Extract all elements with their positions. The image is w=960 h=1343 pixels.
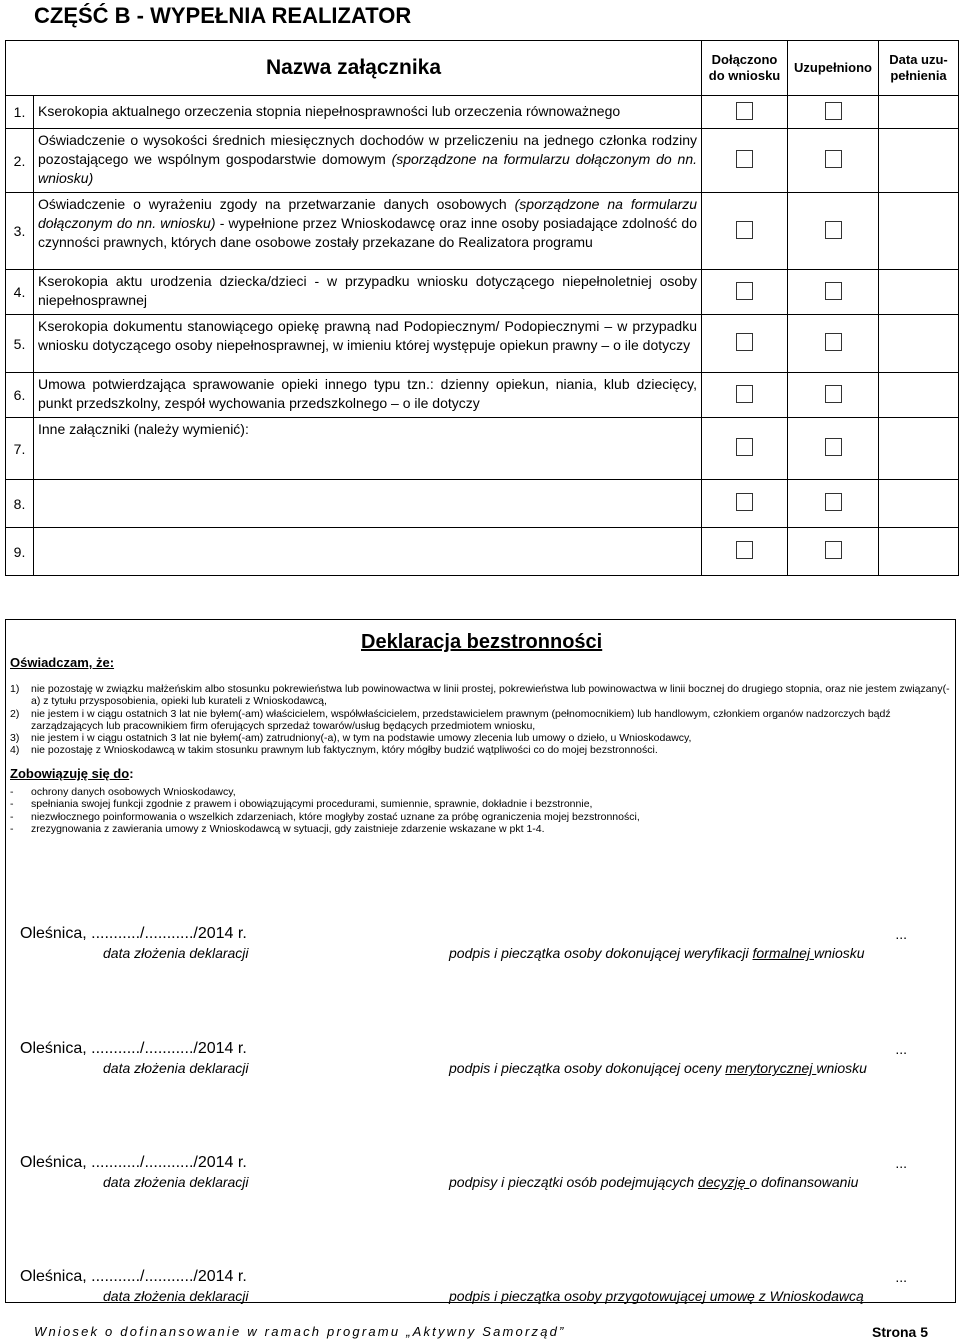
table-row — [6, 96, 959, 129]
declaration-item — [10, 708, 950, 733]
declaration-item — [10, 732, 950, 744]
obligation-item-label: - — [10, 810, 14, 823]
signature-dots: ... — [895, 1041, 907, 1057]
header-attached-line2: do wniosku — [708, 68, 781, 83]
completed-checkbox-cell — [788, 96, 879, 129]
obligations-title — [10, 766, 134, 781]
signature-caption-end: wniosku — [816, 1060, 867, 1076]
row-number: 2. — [6, 129, 34, 193]
declaration-item-label: 4) — [10, 744, 20, 757]
table-row — [6, 528, 959, 576]
completed-checkbox-cell — [788, 270, 879, 315]
signature-line[interactable] — [449, 1269, 907, 1285]
completion-date-cell[interactable] — [879, 480, 959, 528]
row-number: 6. — [6, 373, 34, 418]
obligation-item-text: spełniania swojej funkcji zgodnie z prawem i obowiązującymi procedurami, sumiennie, sprawnie, dokładnie i bezstronnie, — [31, 798, 593, 811]
date-caption: data złożenia deklaracji — [103, 1288, 249, 1304]
signature-caption — [449, 1060, 867, 1076]
header-date-line1: Data uzu- — [889, 52, 948, 67]
completed-checkbox-cell — [788, 193, 879, 270]
header-attached — [702, 41, 788, 96]
completed-checkbox-cell — [788, 418, 879, 480]
date-caption: data złożenia deklaracji — [103, 1174, 249, 1190]
row-text: Oświadczenie o wyrażeniu zgody na przetwarzanie danych osobowych — [38, 196, 515, 212]
attached-checkbox-cell — [702, 129, 788, 193]
row-description — [34, 480, 702, 528]
row-description — [34, 270, 702, 315]
declaration-item-text: nie pozostaję w związku małżeńskim albo stosunku pokrewieństwa lub powinowactwa w linii prostej, pokrewieństwa lub powinowactwa w linii bocznej do drugiego stopnia, oraz nie jestem związany(-a) z tytułu przysposobienia, opieki lub kurateli z Wnioskodawcą, — [31, 683, 950, 708]
completion-date-cell[interactable] — [879, 528, 959, 576]
declaration-item — [10, 744, 950, 756]
attached-checkbox[interactable] — [736, 541, 753, 559]
attached-checkbox[interactable] — [736, 102, 753, 120]
row-description — [34, 96, 702, 129]
attached-checkbox-cell — [702, 480, 788, 528]
obligation-item — [10, 786, 950, 798]
completed-checkbox[interactable] — [825, 493, 842, 511]
row-number: 1. — [6, 96, 34, 129]
row-text-italic: (sporządzone na formularzu dołączonym do nn. wniosku) — [38, 151, 697, 186]
place-date-line[interactable]: Oleśnica, .........../.........../2014 r. — [20, 1268, 247, 1285]
signature-caption-text: podpis i pieczątka osoby dokonującej oceny — [449, 1060, 726, 1076]
completed-checkbox[interactable] — [825, 221, 842, 239]
table-row — [6, 315, 959, 373]
declaration-item-label: 1) — [10, 683, 20, 695]
attached-checkbox-cell — [702, 315, 788, 373]
declaration-item — [10, 683, 950, 708]
row-number: 9. — [6, 528, 34, 576]
obligations-title-underlined: Zobowiązuję się do — [10, 766, 130, 781]
row-text: Inne załączniki (należy wymienić): — [38, 421, 249, 437]
table-row — [6, 193, 959, 270]
place-date-line[interactable]: Oleśnica, .........../.........../2014 r. — [20, 1154, 247, 1171]
row-text: Oświadczenie o wysokości średnich miesięcznych dochodów w przeliczeniu na jednego członka rodziny pozostającego we wspólnym gospodarstwie domowym — [38, 132, 697, 167]
attached-checkbox[interactable] — [736, 150, 753, 168]
header-name: Nazwa załącznika — [6, 41, 702, 96]
completion-date-cell[interactable] — [879, 96, 959, 129]
signature-dots: ... — [895, 1155, 907, 1171]
completed-checkbox-cell — [788, 528, 879, 576]
date-caption: data złożenia deklaracji — [103, 945, 249, 961]
header-attached-line1: Dołączono — [711, 52, 778, 67]
part-title: CZĘŚĆ B - WYPEŁNIA REALIZATOR — [34, 3, 412, 28]
obligation-item — [10, 823, 950, 835]
signature-caption-end: wniosku — [813, 945, 865, 961]
completed-checkbox[interactable] — [825, 333, 842, 351]
row-text: Kserokopia aktualnego orzeczenia stopnia niepełnosprawności lub orzeczenia równoważnego — [38, 102, 621, 119]
signature-line[interactable] — [449, 1041, 907, 1057]
row-number: 5. — [6, 315, 34, 373]
declaration-item-text: nie jestem i w ciągu ostatnich 3 lat nie byłem(-am) zatrudniony(-a), w tym na podstawie umowy zlecenia lub umowy o dzieło, u Wnioskodawcy, — [31, 732, 692, 745]
obligations-title-colon: : — [129, 766, 134, 781]
completed-checkbox-cell — [788, 373, 879, 418]
completed-checkbox[interactable] — [825, 102, 842, 120]
attached-checkbox[interactable] — [736, 385, 753, 403]
obligation-item — [10, 798, 950, 810]
row-description — [34, 129, 702, 193]
obligation-item-text: ochrony danych osobowych Wnioskodawcy, — [31, 786, 236, 798]
attached-checkbox-cell — [702, 373, 788, 418]
signature-caption-underlined: decyzję — [698, 1174, 750, 1190]
attachments-table — [5, 40, 959, 576]
place-date-line[interactable]: Oleśnica, .........../.........../2014 r. — [20, 1040, 247, 1057]
row-description — [34, 418, 702, 480]
attached-checkbox[interactable] — [736, 333, 753, 351]
declaration-item-text: nie jestem i w ciągu ostatnich 3 lat nie byłem(-am) właścicielem, współwłaścicielem, przedstawicielem prawnym (pełnomocnikiem) lub handlowym, członkiem organów nadzorczych bądź zarządzających lub pracownikiem firm oferujących sprzedaż towarów/usług będących przedmiotem wniosku, — [31, 707, 891, 732]
completion-date-cell[interactable] — [879, 129, 959, 193]
completion-date-cell[interactable] — [879, 418, 959, 480]
table-row — [6, 270, 959, 315]
signature-caption-end: z Wnioskodawcą — [758, 1288, 864, 1304]
header-date — [879, 41, 959, 96]
obligation-item-text: niezwłocznego poinformowania o wszelkich zdarzeniach, które mogłyby zostać uznane za próbę ograniczenia mojej bezstronności, — [31, 810, 640, 823]
signature-caption — [449, 1174, 858, 1190]
footer-program: Wniosek o dofinansowanie w ramach programu „Aktywny Samorząd” — [34, 1324, 566, 1339]
signature-line[interactable] — [449, 926, 907, 942]
attached-checkbox-cell — [702, 96, 788, 129]
row-number: 7. — [6, 418, 34, 480]
attached-checkbox-cell — [702, 418, 788, 480]
completed-checkbox[interactable] — [825, 438, 842, 456]
table-row — [6, 373, 959, 418]
declaration-i-declare: Oświadczam, że: — [10, 655, 115, 670]
signature-line[interactable] — [449, 1155, 907, 1171]
table-header-row — [6, 41, 959, 96]
row-text: Kserokopia aktu urodzenia dziecka/dzieci - w przypadku wniosku dotyczącego niepełnoletniej osoby niepełnosprawnej — [38, 273, 697, 308]
row-description — [34, 193, 702, 270]
signature-caption-text: podpis i pieczątka osoby przygotowującej — [449, 1288, 710, 1304]
signature-caption-underlined: umowę — [709, 1288, 759, 1304]
row-number: 4. — [6, 270, 34, 315]
obligation-item-label: - — [10, 822, 14, 835]
signature-caption — [449, 945, 865, 961]
completed-checkbox[interactable] — [825, 150, 842, 168]
header-date-line2: pełnienia — [890, 68, 947, 83]
completion-date-cell[interactable] — [879, 193, 959, 270]
row-description — [34, 528, 702, 576]
row-text-rest: - wypełnione przez Wnioskodawcę oraz inne osoby posiadające zdolność do czynności prawnych, których dane osobowe zostały przekazane do Realizatora programu — [38, 215, 697, 250]
completed-checkbox-cell — [788, 480, 879, 528]
row-description — [34, 373, 702, 418]
table-row — [6, 129, 959, 193]
declaration-items — [10, 683, 950, 757]
obligation-item-text: zrezygnowania z zawierania umowy z Wnioskodawcą w sytuacji, gdy zaistnieje zdarzenie wskazane w pkt 1-4. — [31, 822, 545, 835]
attached-checkbox-cell — [702, 193, 788, 270]
signature-caption — [449, 1288, 864, 1304]
signature-dots: ... — [895, 926, 907, 942]
completion-date-cell[interactable] — [879, 315, 959, 373]
row-number: 3. — [6, 193, 34, 270]
obligations-items — [10, 786, 950, 835]
declaration-item-label: 3) — [10, 732, 20, 745]
declaration-item-label: 2) — [10, 707, 20, 720]
table-row — [6, 418, 959, 480]
declaration-title: Deklaracja bezstronności — [361, 631, 603, 653]
row-text: Umowa potwierdzająca sprawowanie opieki innego typu tzn.: dzienny opiekun, niania, klub dziecięcy, punkt przedszkolny, zespół wychowania przedszkolnego – o ile dotyczy — [38, 376, 697, 411]
completion-date-cell[interactable] — [879, 270, 959, 315]
row-description — [34, 315, 702, 373]
completed-checkbox-cell — [788, 315, 879, 373]
signature-caption-underlined: merytorycznej — [725, 1060, 817, 1076]
completed-checkbox[interactable] — [825, 282, 842, 300]
completed-checkbox-cell — [788, 129, 879, 193]
signature-caption-text: podpisy i pieczątki osób podejmujących — [449, 1174, 699, 1190]
attached-checkbox[interactable] — [736, 493, 753, 511]
obligation-item-label: - — [10, 786, 14, 798]
header-completed: Uzupełniono — [788, 41, 879, 96]
declaration-box — [5, 619, 956, 1303]
date-caption: data złożenia deklaracji — [103, 1060, 249, 1076]
footer-page-number: Strona 5 — [872, 1324, 929, 1340]
row-text-italic: (sporządzone na formularzu dołączonym do nn. wniosku) — [38, 196, 698, 231]
row-number: 8. — [6, 480, 34, 528]
completion-date-cell[interactable] — [879, 373, 959, 418]
place-date-line[interactable]: Oleśnica, .........../.........../2014 r. — [20, 925, 247, 942]
row-text: Kserokopia dokumentu stanowiącego opiekę prawną nad Podopiecznym/ Podopiecznymi – w przypadku wniosku dotyczącego osoby niepełnosprawnej, w imieniu której występuje opiekun prawny – o ile dotyczy — [38, 318, 697, 353]
declaration-item-text: nie pozostaję z Wnioskodawcą w takim stosunku prawnym lub faktycznym, który mógłby budzić wątpliwości co do mojej bezstronności. — [31, 744, 658, 757]
obligation-item — [10, 811, 950, 823]
table-row — [6, 480, 959, 528]
attached-checkbox[interactable] — [736, 221, 753, 239]
signature-caption-text: podpis i pieczątka osoby dokonującej weryfikacji — [449, 945, 753, 961]
signature-dots: ... — [895, 1269, 907, 1285]
obligation-item-label: - — [10, 798, 14, 811]
attached-checkbox[interactable] — [736, 282, 753, 300]
completed-checkbox[interactable] — [825, 385, 842, 403]
attached-checkbox[interactable] — [736, 438, 753, 456]
completed-checkbox[interactable] — [825, 541, 842, 559]
signature-caption-end: o dofinansowaniu — [749, 1174, 859, 1190]
signature-caption-underlined: formalnej — [752, 945, 814, 961]
attached-checkbox-cell — [702, 528, 788, 576]
attached-checkbox-cell — [702, 270, 788, 315]
